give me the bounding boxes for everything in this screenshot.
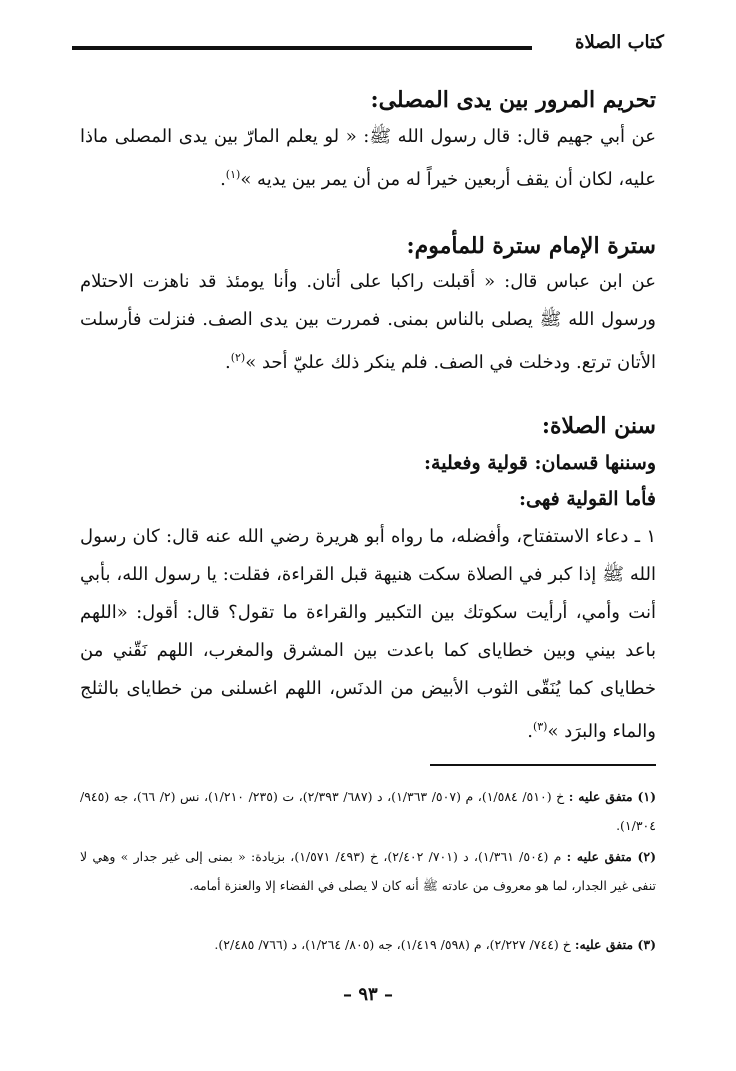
running-head-title: كتاب الصلاة: [575, 32, 664, 53]
paragraph-text: ١ ـ دعاء الاستفتاح، وأفضله، ما رواه أبو هريرة رضي الله عنه قال: كان رسول الله ﷺ إذا كبر في الصلاة سكت هنيهة قبل القراءة، فقلت: يا رسول الله، بأبي أنت وأمي، أرأيت سكوتك بين التكبير والقراءة ما تقول؟ قال: أقول: «اللهم باعد بيني وبين خطاياى كما باعدت بين المشرق والمغرب، اللهم نَقّني من خطاياى كما يُنَقّى الثوب الأبيض من الدنَس، اللهم اغسلنى من خطاياى بالثلج والماء والبرَد »: [80, 526, 656, 742]
footnote-label: (٢) متفق عليه :: [566, 849, 657, 864]
footnote-text: م (٥٠٤/ ١/٣٦١)، د (٧٠١/ ٢/٤٠٢)، خ (٤٩٣/ ١/٥٧١)، بزيادة: « بمنى إلى غير جدار » وهي لا تنفى غير الجدار، لما هو معروف من عادته ﷺ أنه كان لا يصلى في الفضاء إلا والعنزة أمامه.: [80, 849, 656, 893]
section-heading-imam-sutra: سترة الإمام سترة للمأموم:: [406, 233, 656, 259]
footnote-ref: (١): [225, 168, 241, 181]
footnote-text: خ (٧٤٤/ ٢/٢٢٧)، م (٥٩٨/ ١/٤١٩)، جه (٨٠٥/ ١/٢٦٤)، د (٧٦٦/ ٢/٤٨٥).: [214, 937, 571, 952]
footnote-text: خ (٥١٠/ ١/٥٨٤)، م (٥٠٧/ ١/٣٦٣)، د (٦٨٧/ ٢/٣٩٣)، ت (٢٣٥/ ١/٢١٠)، نس (٢/ ٦٦)، جه (٩٤٥/ ١/٣٠٤).: [80, 789, 656, 833]
footnote-separator: [430, 764, 656, 766]
footnote-label: (١) متفق عليه :: [568, 789, 657, 804]
footnote-2: [80, 842, 656, 900]
footnote-3: [80, 930, 656, 959]
paragraph-text: عن ابن عباس قال: « أقبلت راكبا على أتان. وأنا يومئذ قد ناهزت الاحتلام ورسول الله ﷺ يصلى بالناس بمنى. فمررت بين يدى الصف. فنزلت فأرسلت الأتان ترتع. ودخلت في الصف. فلم ينكر ذلك عليّ أحد »: [80, 271, 656, 373]
footnote-ref: (٣): [532, 720, 548, 733]
running-head-rule: [72, 46, 532, 50]
section-text-opening-supplication: ١ ـ دعاء الاستفتاح، وأفضله، ما رواه أبو هريرة رضي الله عنه قال: كان رسول الله ﷺ إذا كبر في الصلاة سكت هنيهة قبل القراءة، فقلت: يا رسول الله، بأبي أنت وأمي، أرأيت سكوتك بين التكبير والقراءة ما تقول؟ قال: أقول: «اللهم باعد بيني وبين خطاياى كما باعدت بين المشرق والمغرب، اللهم نَقّني من خطاياى كما يُنَقّى الثوب الأبيض من الدنَس، اللهم اغسلنى من خطاياى بالثلج والماء والبرَد »$^{(٣)}$.: [80, 526, 656, 742]
footnote-1: [80, 782, 656, 840]
section-heading-sunan: سنن الصلاة:: [541, 413, 656, 439]
running-head: [72, 32, 664, 62]
section-text-passing-in-front: عن أبي جهيم قال: قال رسول الله ﷺ: « لو يعلم المارّ بين يدى المصلى ماذا عليه، لكان أن يقف أربعين خيراً له من أن يمر بين يديه »$^{(١)}$.: [80, 126, 656, 190]
section-heading-passing-in-front: تحريم المرور بين يدى المصلى:: [370, 87, 656, 113]
paragraph-text: عن أبي جهيم قال: قال رسول الله ﷺ: « لو يعلم المارّ بين يدى المصلى ماذا عليه، لكان أن يقف أربعين خيراً له من أن يمر بين يديه »: [80, 126, 656, 190]
page-number: – ٩٣ –: [343, 984, 393, 1005]
footnote-ref: (٢): [230, 351, 246, 364]
sub-heading-types: وسننها قسمان: قولية وفعلية:: [424, 452, 656, 474]
footnote-label: (٣) متفق عليه:: [574, 937, 656, 952]
section-text-imam-sutra: عن ابن عباس قال: « أقبلت راكبا على أتان. وأنا يومئذ قد ناهزت الاحتلام ورسول الله ﷺ يصلى بالناس بمنى. فمررت بين يدى الصف. فنزلت فأرسلت الأتان ترتع. ودخلت في الصف. فلم ينكر ذلك عليّ أحد »$^{(٢)}$.: [80, 271, 656, 373]
sub-heading-verbal: فأما القولية فهى:: [519, 488, 656, 510]
